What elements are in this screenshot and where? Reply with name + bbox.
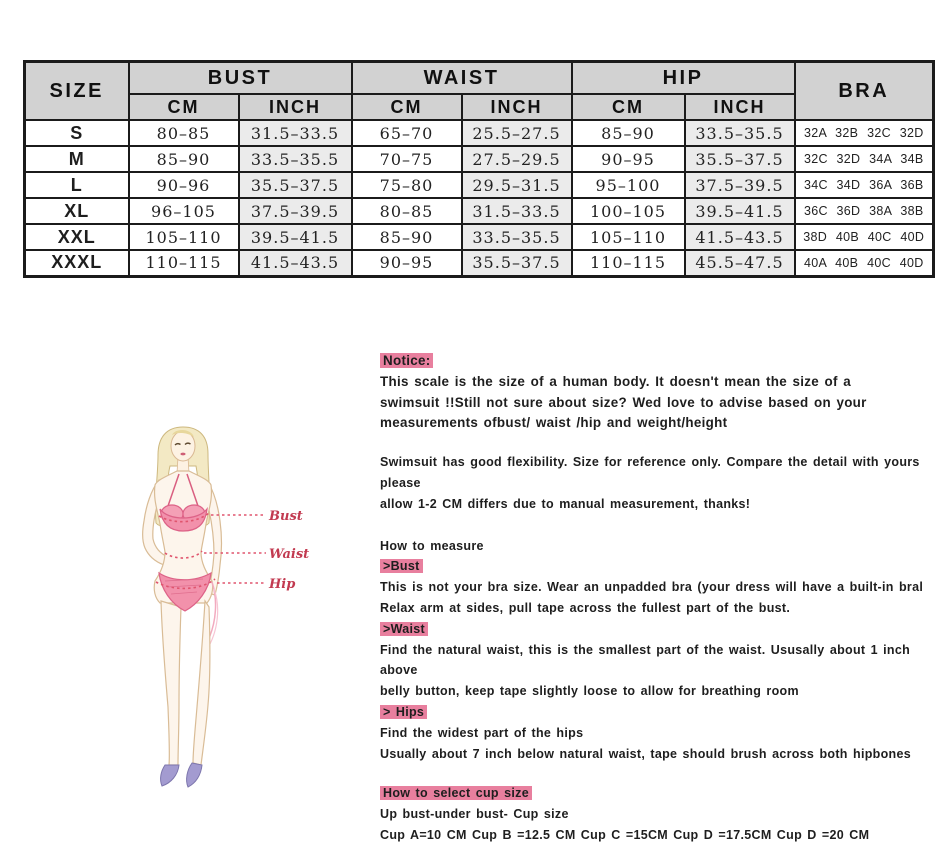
hips-section-heading: > Hips xyxy=(380,705,427,719)
hip-cm-cell: 90–95 xyxy=(572,146,685,172)
waist-inch-cell: 27.5–29.5 xyxy=(462,146,572,172)
waist-instruction-line: Find the natural waist, this is the smallest part of the waist. Ususally about 1 inch above xyxy=(380,642,911,678)
hip-inch-cell: 41.5–43.5 xyxy=(685,224,795,250)
flexibility-line: Swimsuit has good flexibility. Size for reference only. Compare the detail with yours please xyxy=(380,455,920,490)
head xyxy=(171,431,195,461)
hip-label: Hip xyxy=(269,577,296,592)
waist-cm-cell: 75–80 xyxy=(352,172,462,198)
bust-instruction-line: Relax arm at sides, pull tape across the fullest part of the bust. xyxy=(380,600,791,615)
notice-line: This scale is the size of a human body. It doesn't mean the size of a xyxy=(380,373,852,389)
bra-column-header: BRA xyxy=(795,62,934,121)
hip-inch-cell: 45.5–47.5 xyxy=(685,250,795,276)
notice-heading: Notice: xyxy=(380,353,433,368)
table-row-s xyxy=(25,120,934,146)
waist-cm-cell: 70–75 xyxy=(352,146,462,172)
waist-cm-cell: 80–85 xyxy=(352,198,462,224)
waist-instruction-line: belly button, keep tape slightly loose to allow for breathing room xyxy=(380,684,799,699)
bust-inch-cell: 39.5–41.5 xyxy=(239,224,352,250)
table-row-xxl xyxy=(25,224,934,250)
cup-size-heading: How to select cup size xyxy=(380,786,532,800)
size-cell: L xyxy=(25,172,129,198)
size-cell: XXL xyxy=(25,224,129,250)
waist-inch-cell: 35.5–37.5 xyxy=(462,250,572,276)
bra-cell: 40A 40B 40C 40D xyxy=(795,250,934,276)
waist-cm-cell: 65–70 xyxy=(352,120,462,146)
flexibility-line: allow 1-2 CM differs due to manual measurement, thanks! xyxy=(380,496,751,511)
size-cell: XL xyxy=(25,198,129,224)
bust-inch-cell: 33.5–35.5 xyxy=(239,146,352,172)
waist-inch-header: INCH xyxy=(462,94,572,120)
bra-cell: 36C 36D 38A 38B xyxy=(795,198,934,224)
hip-inch-cell: 35.5–37.5 xyxy=(685,146,795,172)
hips-instruction-line: Usually about 7 inch below natural waist, tape should brush across both hipbones xyxy=(380,746,911,761)
bust-inch-cell: 31.5–33.5 xyxy=(239,120,352,146)
waist-group-header: WAIST xyxy=(352,62,572,95)
bust-inch-cell: 35.5–37.5 xyxy=(239,172,352,198)
bust-cm-cell: 80–85 xyxy=(129,120,239,146)
bra-cell: 38D 40B 40C 40D xyxy=(795,224,934,250)
size-cell: S xyxy=(25,120,129,146)
bust-group-header: BUST xyxy=(129,62,352,95)
hip-inch-cell: 33.5–35.5 xyxy=(685,120,795,146)
right-shoe xyxy=(187,763,202,787)
table-row-l xyxy=(25,172,934,198)
notice-line: measurements ofbust/ waist /hip and weight/height xyxy=(380,415,728,431)
notice-line: swimsuit !!Still not sure about size? Wed love to advise based on your xyxy=(380,394,867,410)
waist-inch-cell: 31.5–33.5 xyxy=(462,198,572,224)
bust-cm-header: CM xyxy=(129,94,239,120)
table-row-xxxl xyxy=(25,250,934,276)
hip-cm-cell: 95–100 xyxy=(572,172,685,198)
waist-cm-header: CM xyxy=(352,94,462,120)
hips-instruction-line: Find the widest part of the hips xyxy=(380,725,584,740)
right-leg xyxy=(193,601,210,765)
how-to-measure-heading: How to measure xyxy=(380,538,484,553)
table-row-xl xyxy=(25,198,934,224)
info-panel xyxy=(380,351,940,846)
hip-inch-cell: 37.5–39.5 xyxy=(685,172,795,198)
size-chart-table xyxy=(23,60,935,278)
waist-cm-cell: 90–95 xyxy=(352,250,462,276)
hip-cm-header: CM xyxy=(572,94,685,120)
waist-section-heading: >Waist xyxy=(380,622,428,636)
bra-cell: 32A 32B 32C 32D xyxy=(795,120,934,146)
cup-size-line: Cup A=10 CM Cup B =12.5 CM Cup C =15CM Cup D =17.5CM Cup D =20 CM xyxy=(380,827,870,842)
hip-group-header: HIP xyxy=(572,62,795,95)
waist-inch-cell: 29.5–31.5 xyxy=(462,172,572,198)
bust-cm-cell: 96–105 xyxy=(129,198,239,224)
size-column-header: SIZE xyxy=(25,62,129,121)
bust-cm-cell: 85–90 xyxy=(129,146,239,172)
bust-inch-cell: 37.5–39.5 xyxy=(239,198,352,224)
hip-inch-cell: 39.5–41.5 xyxy=(685,198,795,224)
body-measurement-figure xyxy=(115,424,370,814)
hip-cm-cell: 85–90 xyxy=(572,120,685,146)
waist-cm-cell: 85–90 xyxy=(352,224,462,250)
hip-cm-cell: 100–105 xyxy=(572,198,685,224)
bust-section-heading: >Bust xyxy=(380,559,423,573)
table-row-m xyxy=(25,146,934,172)
waist-label: Waist xyxy=(269,547,310,562)
bust-cm-cell: 105–110 xyxy=(129,224,239,250)
cup-size-line: Up bust-under bust- Cup size xyxy=(380,807,569,822)
bust-label: Bust xyxy=(269,509,303,524)
lips xyxy=(180,453,185,456)
left-leg xyxy=(161,601,181,765)
bust-cm-cell: 110–115 xyxy=(129,250,239,276)
waist-inch-cell: 33.5–35.5 xyxy=(462,224,572,250)
left-shoe xyxy=(161,765,179,786)
hip-cm-cell: 110–115 xyxy=(572,250,685,276)
bust-inch-cell: 41.5–43.5 xyxy=(239,250,352,276)
hip-cm-cell: 105–110 xyxy=(572,224,685,250)
waist-inch-cell: 25.5–27.5 xyxy=(462,120,572,146)
woman-sketch-illustration xyxy=(115,424,370,814)
bust-inch-header: INCH xyxy=(239,94,352,120)
size-cell: M xyxy=(25,146,129,172)
size-cell: XXXL xyxy=(25,250,129,276)
bust-instruction-line: This is not your bra size. Wear an unpadded bra (your dress will have a built-in bral xyxy=(380,580,924,595)
bra-cell: 34C 34D 36A 36B xyxy=(795,172,934,198)
bust-cm-cell: 90–96 xyxy=(129,172,239,198)
bra-cell: 32C 32D 34A 34B xyxy=(795,146,934,172)
hip-inch-header: INCH xyxy=(685,94,795,120)
